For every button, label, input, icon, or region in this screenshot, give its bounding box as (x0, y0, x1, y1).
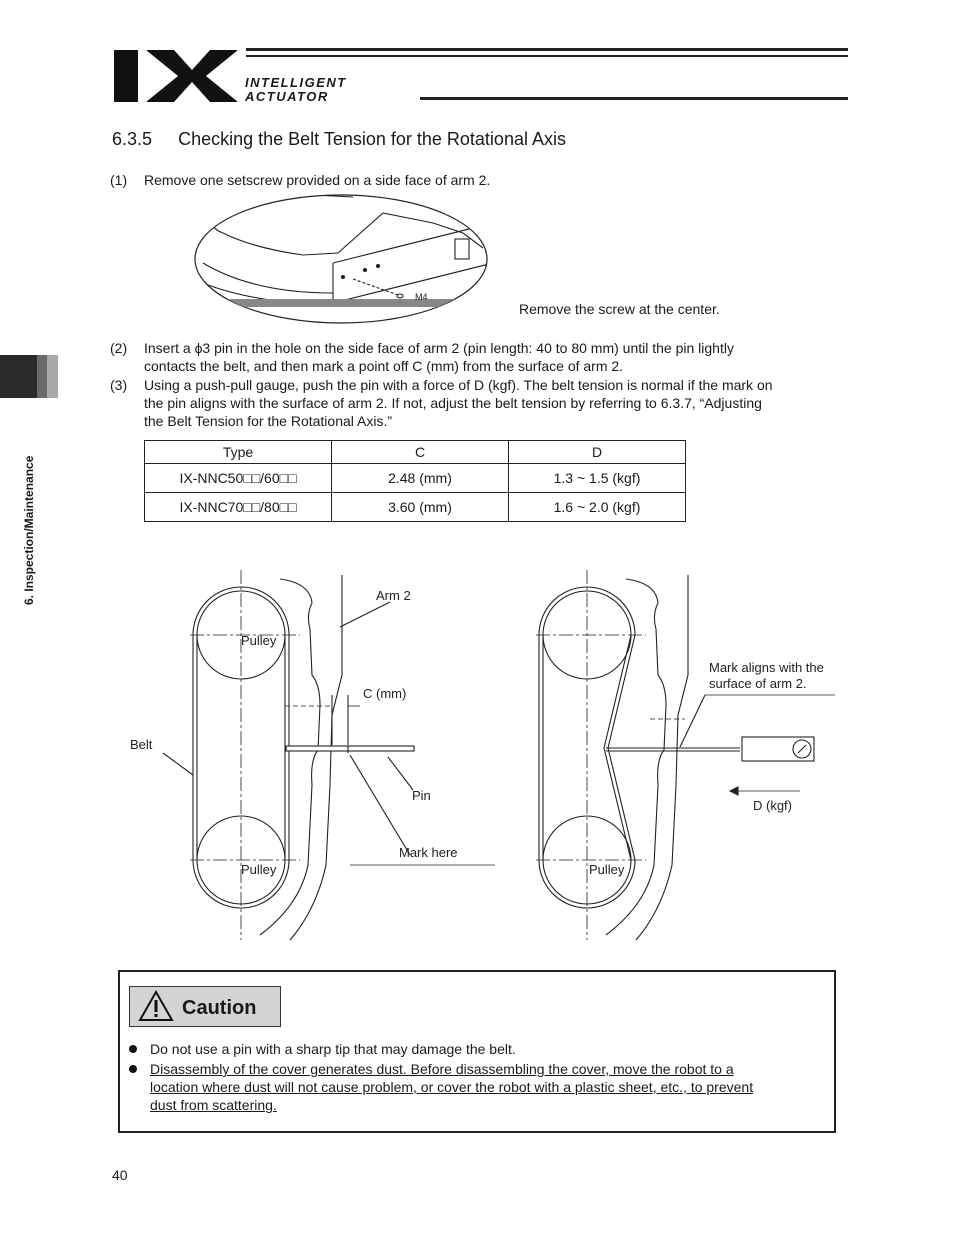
ix-logo (112, 46, 242, 104)
step-2 (110, 339, 850, 375)
bullet-icon (129, 1045, 137, 1053)
chapter-side-label: 6. Inspection/Maintenance (22, 455, 36, 605)
header-rule-top (246, 48, 848, 51)
label-arm2: Arm 2 (376, 588, 411, 603)
side-tab-dark (0, 355, 37, 398)
label-mark-aligns-1: Mark aligns with the (709, 660, 824, 675)
warning-icon (138, 990, 174, 1022)
label-c-mm: C (mm) (363, 686, 407, 701)
table-header-row (145, 441, 686, 464)
logo-text: INTELLIGENT ACTUATOR (245, 75, 347, 104)
step-number: (2) (110, 340, 128, 356)
table-row (145, 464, 686, 493)
page-number: 40 (112, 1167, 128, 1183)
step-text (144, 339, 734, 375)
label-pulley-top: Pulley (241, 633, 277, 648)
step-text (144, 376, 773, 430)
cell-c: 3.60 (mm) (332, 493, 509, 522)
caution-item (150, 1040, 516, 1058)
side-tab-light (47, 355, 58, 398)
cell-type: IX-NNC50□□/60□□ (145, 464, 332, 493)
label-pulley-bottom: Pulley (241, 862, 277, 877)
cell-c: 2.48 (mm) (332, 464, 509, 493)
header-rule-bottom (420, 97, 848, 100)
caution-line: dust from scattering. (150, 1097, 277, 1113)
header-d: D (509, 441, 686, 464)
caution-line: location where dust will not cause problem, or cover the robot with a plastic sheet, etc., to prevent (150, 1079, 754, 1095)
step-line: the pin aligns with the surface of arm 2. If not, adjust the belt tension by referring to 6.3.7, “Adjusting (144, 395, 762, 411)
label-mark-aligns-2: surface of arm 2. (709, 676, 807, 691)
step-line: Using a push-pull gauge, push the pin with a force of D (kgf). The belt tension is normal if the mark on (144, 377, 773, 393)
label-d-kgf: D (kgf) (753, 798, 792, 813)
cell-d: 1.6 ~ 2.0 (kgf) (509, 493, 686, 522)
label-mark-here: Mark here (399, 845, 458, 860)
step-1 (110, 171, 850, 189)
caution-title: Caution (182, 997, 257, 1019)
section-heading: Checking the Belt Tension for the Rotational Axis (178, 129, 566, 149)
section-number: 6.3.5 (112, 129, 153, 149)
screw-label: M4 (415, 292, 428, 302)
step-line: Insert a ϕ3 pin in the hole on the side face of arm 2 (pin length: 40 to 80 mm) until the pin lightly (144, 340, 734, 356)
label-belt: Belt (130, 737, 153, 752)
header-rule-mid (246, 55, 848, 57)
photo-caption: Remove the screw at the center. (519, 301, 720, 317)
step-number: (3) (110, 377, 128, 393)
header-c: C (332, 441, 509, 464)
label-pulley-right: Pulley (589, 862, 625, 877)
step-text: Remove one setscrew provided on a side face of arm 2. (144, 172, 491, 188)
step-line: the Belt Tension for the Rotational Axis.” (144, 413, 392, 429)
table-row (145, 493, 686, 522)
caution-item (150, 1060, 830, 1114)
label-pin: Pin (412, 788, 431, 803)
arm-photo (193, 193, 493, 325)
header-type: Type (145, 441, 332, 464)
section-title (112, 129, 566, 150)
side-tab-mid (37, 355, 47, 398)
step-line: contacts the belt, and then mark a point off C (mm) from the surface of arm 2. (144, 358, 624, 374)
step-3 (110, 376, 850, 430)
step-number: (1) (110, 172, 128, 188)
cell-d: 1.3 ~ 1.5 (kgf) (509, 464, 686, 493)
bullet-icon (129, 1065, 137, 1073)
cell-type: IX-NNC70□□/80□□ (145, 493, 332, 522)
caution-line: Do not use a pin with a sharp tip that may damage the belt. (150, 1041, 516, 1057)
belt-tension-table (144, 440, 686, 522)
belt-tension-diagram (120, 565, 850, 945)
caution-line: Disassembly of the cover generates dust. Before disassembling the cover, move the robot to a (150, 1061, 734, 1077)
